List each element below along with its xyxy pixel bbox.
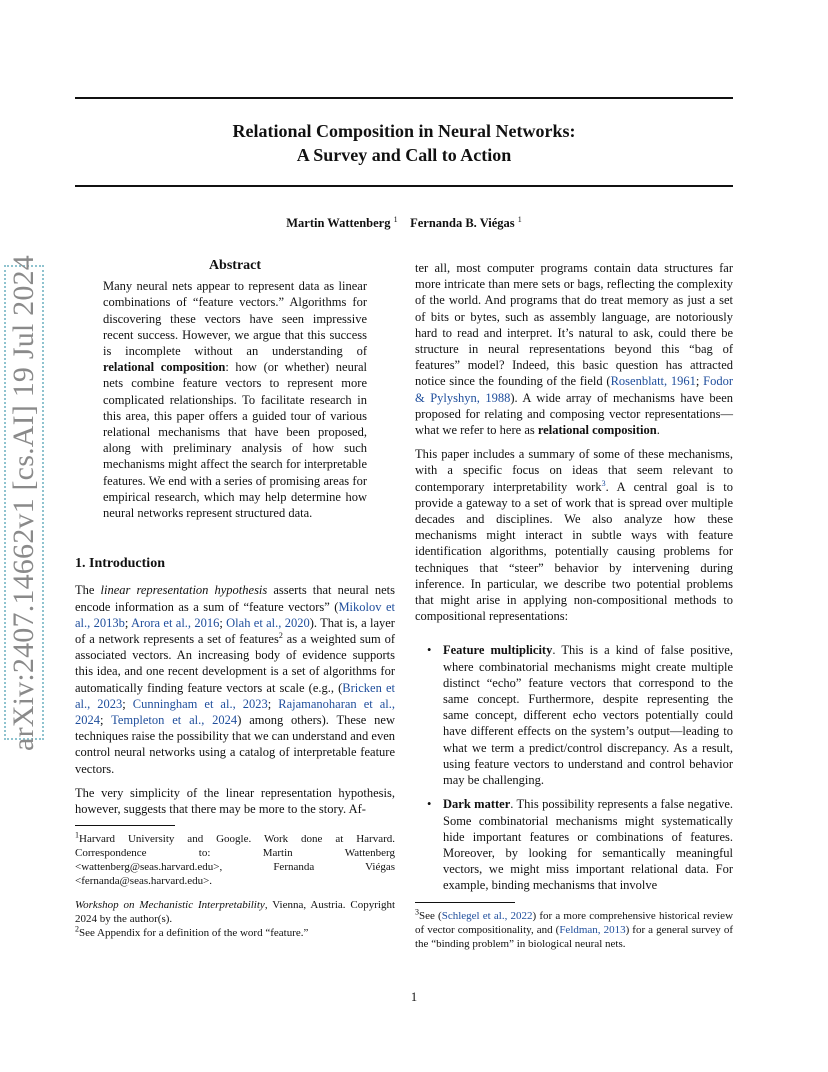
right-column [415,260,733,951]
author-affiliation-mark: 1 [393,214,398,224]
citation-link[interactable]: Cunningham et al., 2023 [132,696,268,711]
author-name: Martin Wattenberg [286,216,391,230]
title-line-1: Relational Composition in Neural Networks: [232,121,576,141]
intro-paragraph-1: The linear representation hypothesis asserts that neural nets encode information as a sum of “feature vectors” (Mikolov et al., 2013b; Arora et al., 2016; Olah et al., 2020). That is, a layer of a network represents a set of features$^2$ as a weighted sum of associated vectors. An increasing body of evidence supports this idea, and one recent development is a set of algorithms for automatically finding feature vectors at scale (e.g., (Bricken et al., 2023; Cunningham et al., 2023; Rajamanoharan et al., 2024; Templeton et al., 2024) among others). These new techniques raise the possibility that we can understand and even control neural networks using a catalog of interpretable feature vectors. [75,583,396,776]
footnote-rule [75,825,175,826]
right-paragraph-1: ter all, most computer programs contain data structures far more intricate than mere sets or bags, reflecting the complexity of the world. And programs that do treat memory as just a set of bits or bytes, such as assembly language, are notoriously hard to read and interpret. It’s natural to ask, could there be structure in neural representations beyond this “bag of features” model? Indeed, this basic question has attracted notice since the founding of the field (Rosenblatt, 1961; Fodor & Pylyshyn, 1988). A wide array of mechanisms have been proposed for relating and composing vector representations—what we refer to here as relational composition. [415,261,733,438]
arxiv-stamp [4,254,44,751]
citation-link[interactable]: Bricken et al., 2023 [75,680,395,711]
footnote-marker[interactable]: 3 [601,478,606,488]
citation-link[interactable]: Olah et al., 2020 [226,615,310,630]
page-number: 1 [410,990,418,1004]
footnote-rule [415,902,515,903]
footnote-3: $^3$See (Schlegel et al., 2022) for a more comprehensive historical review of vector compositionality, and (Feldman, 2013) for a general survey of the “binding problem” in biological neural nets. [415,906,734,950]
citation-link[interactable]: Arora et al., 2016 [130,615,220,630]
section-heading: 1. Introduction [75,556,165,572]
citation-link[interactable]: Rosenblatt, 1961 [610,374,696,389]
left-column [75,258,395,940]
citation-link[interactable]: Mikolov et al., 2013b [75,599,395,630]
citation-link[interactable]: Fodor & Pylyshyn, 1988 [415,374,733,405]
abstract-heading: Abstract [208,258,262,273]
right-paragraph-2: This paper includes a summary of some of these mechanisms, with a specific focus on ideas that seem relevant to contemporary interpretability work$^3$. A central goal is to provide a gateway to a set of work that is spread over multiple decades and disciplines. We also analyze how these mechanisms might interact in subtle ways with feature identification algorithms, potentially causing problems for techniques that “steer” behavior by intervening during inference. In particular, we describe two potential problems that might arise in applying non-compositional methods to compositional representations: [415,447,734,624]
title-rule-top [75,97,733,99]
intro-paragraph-2: The very simplicity of the linear representation hypothesis, however, suggests that there may be more to the story. Af- [75,785,395,817]
author-name: Fernanda B. Viégas [410,216,515,230]
footnote-marker[interactable]: 2 [278,630,283,640]
citation-link[interactable]: Templeton et al., 2024 [111,713,238,728]
workshop-note: Workshop on Mechanistic Interpretability, Vienna, Austria. Copyright 2024 by the author(s). [75,899,395,926]
author-list [75,216,733,231]
citation-link[interactable]: Schlegel et al., 2022 [441,909,533,922]
list-item: • Feature multiplicity. This is a kind of false positive, where combinatorial mechanisms might create multiple distinct “echo” feature vectors that correspond to the same concept. Furthermore, despite representing the same concept, different echo vectors potentially could have different effects on the system’s output—leading to what we term a predict/control discrepancy. As a result, using feature vectors to understand and control behavior may be challenging. [427,642,733,788]
footnote-1: $^1$Harvard University and Google. Work done at Harvard. Correspondence to: Martin Wattenberg <wattenberg@seas.harvard.edu>, Fernanda Viégas <fernanda@seas.harvard.edu>. [75,830,395,888]
abstract-text: Many neural nets appear to represent data as linear combinations of “feature vectors.” Algorithms for discovering these vectors have seen impressive recent success. However, we argue that this success is incomplete without an understanding of relational composition: how (or whether) neural nets combine feature vectors to represent more complicated relationships. To facilitate research in this area, this paper offers a guided tour of various relational mechanisms that have been proposed, along with preliminary analysis of how such mechanisms might affect the search for interpretable features. We end with a series of promising areas for empirical research, which may help determine how neural networks represent structured data. [103,279,368,521]
citation-link[interactable]: Rajamanoharan et al., 2024 [75,696,395,728]
list-item: • Dark matter. This possibility represents a false negative. Some combinatorial mechanisms might systematically hide important features or combinations of features. Moreover, by looking for semantically meaningful vectors, we might miss important relational data. For example, binding mechanisms that involve [427,796,733,893]
title-line-2: A Survey and Call to Action [296,145,512,165]
problem-list [415,642,733,893]
paper-title [75,119,733,167]
author-affiliation-mark: 1 [517,214,522,224]
arxiv-identifier: arXiv:2407.14662v1 [cs.AI] 19 Jul 2024 [7,254,40,751]
footnote-2: $^2$See Appendix for a definition of the word “feature.” [75,924,309,940]
title-rule-bottom [75,185,733,187]
citation-link[interactable]: Feldman, 2013 [559,923,626,936]
